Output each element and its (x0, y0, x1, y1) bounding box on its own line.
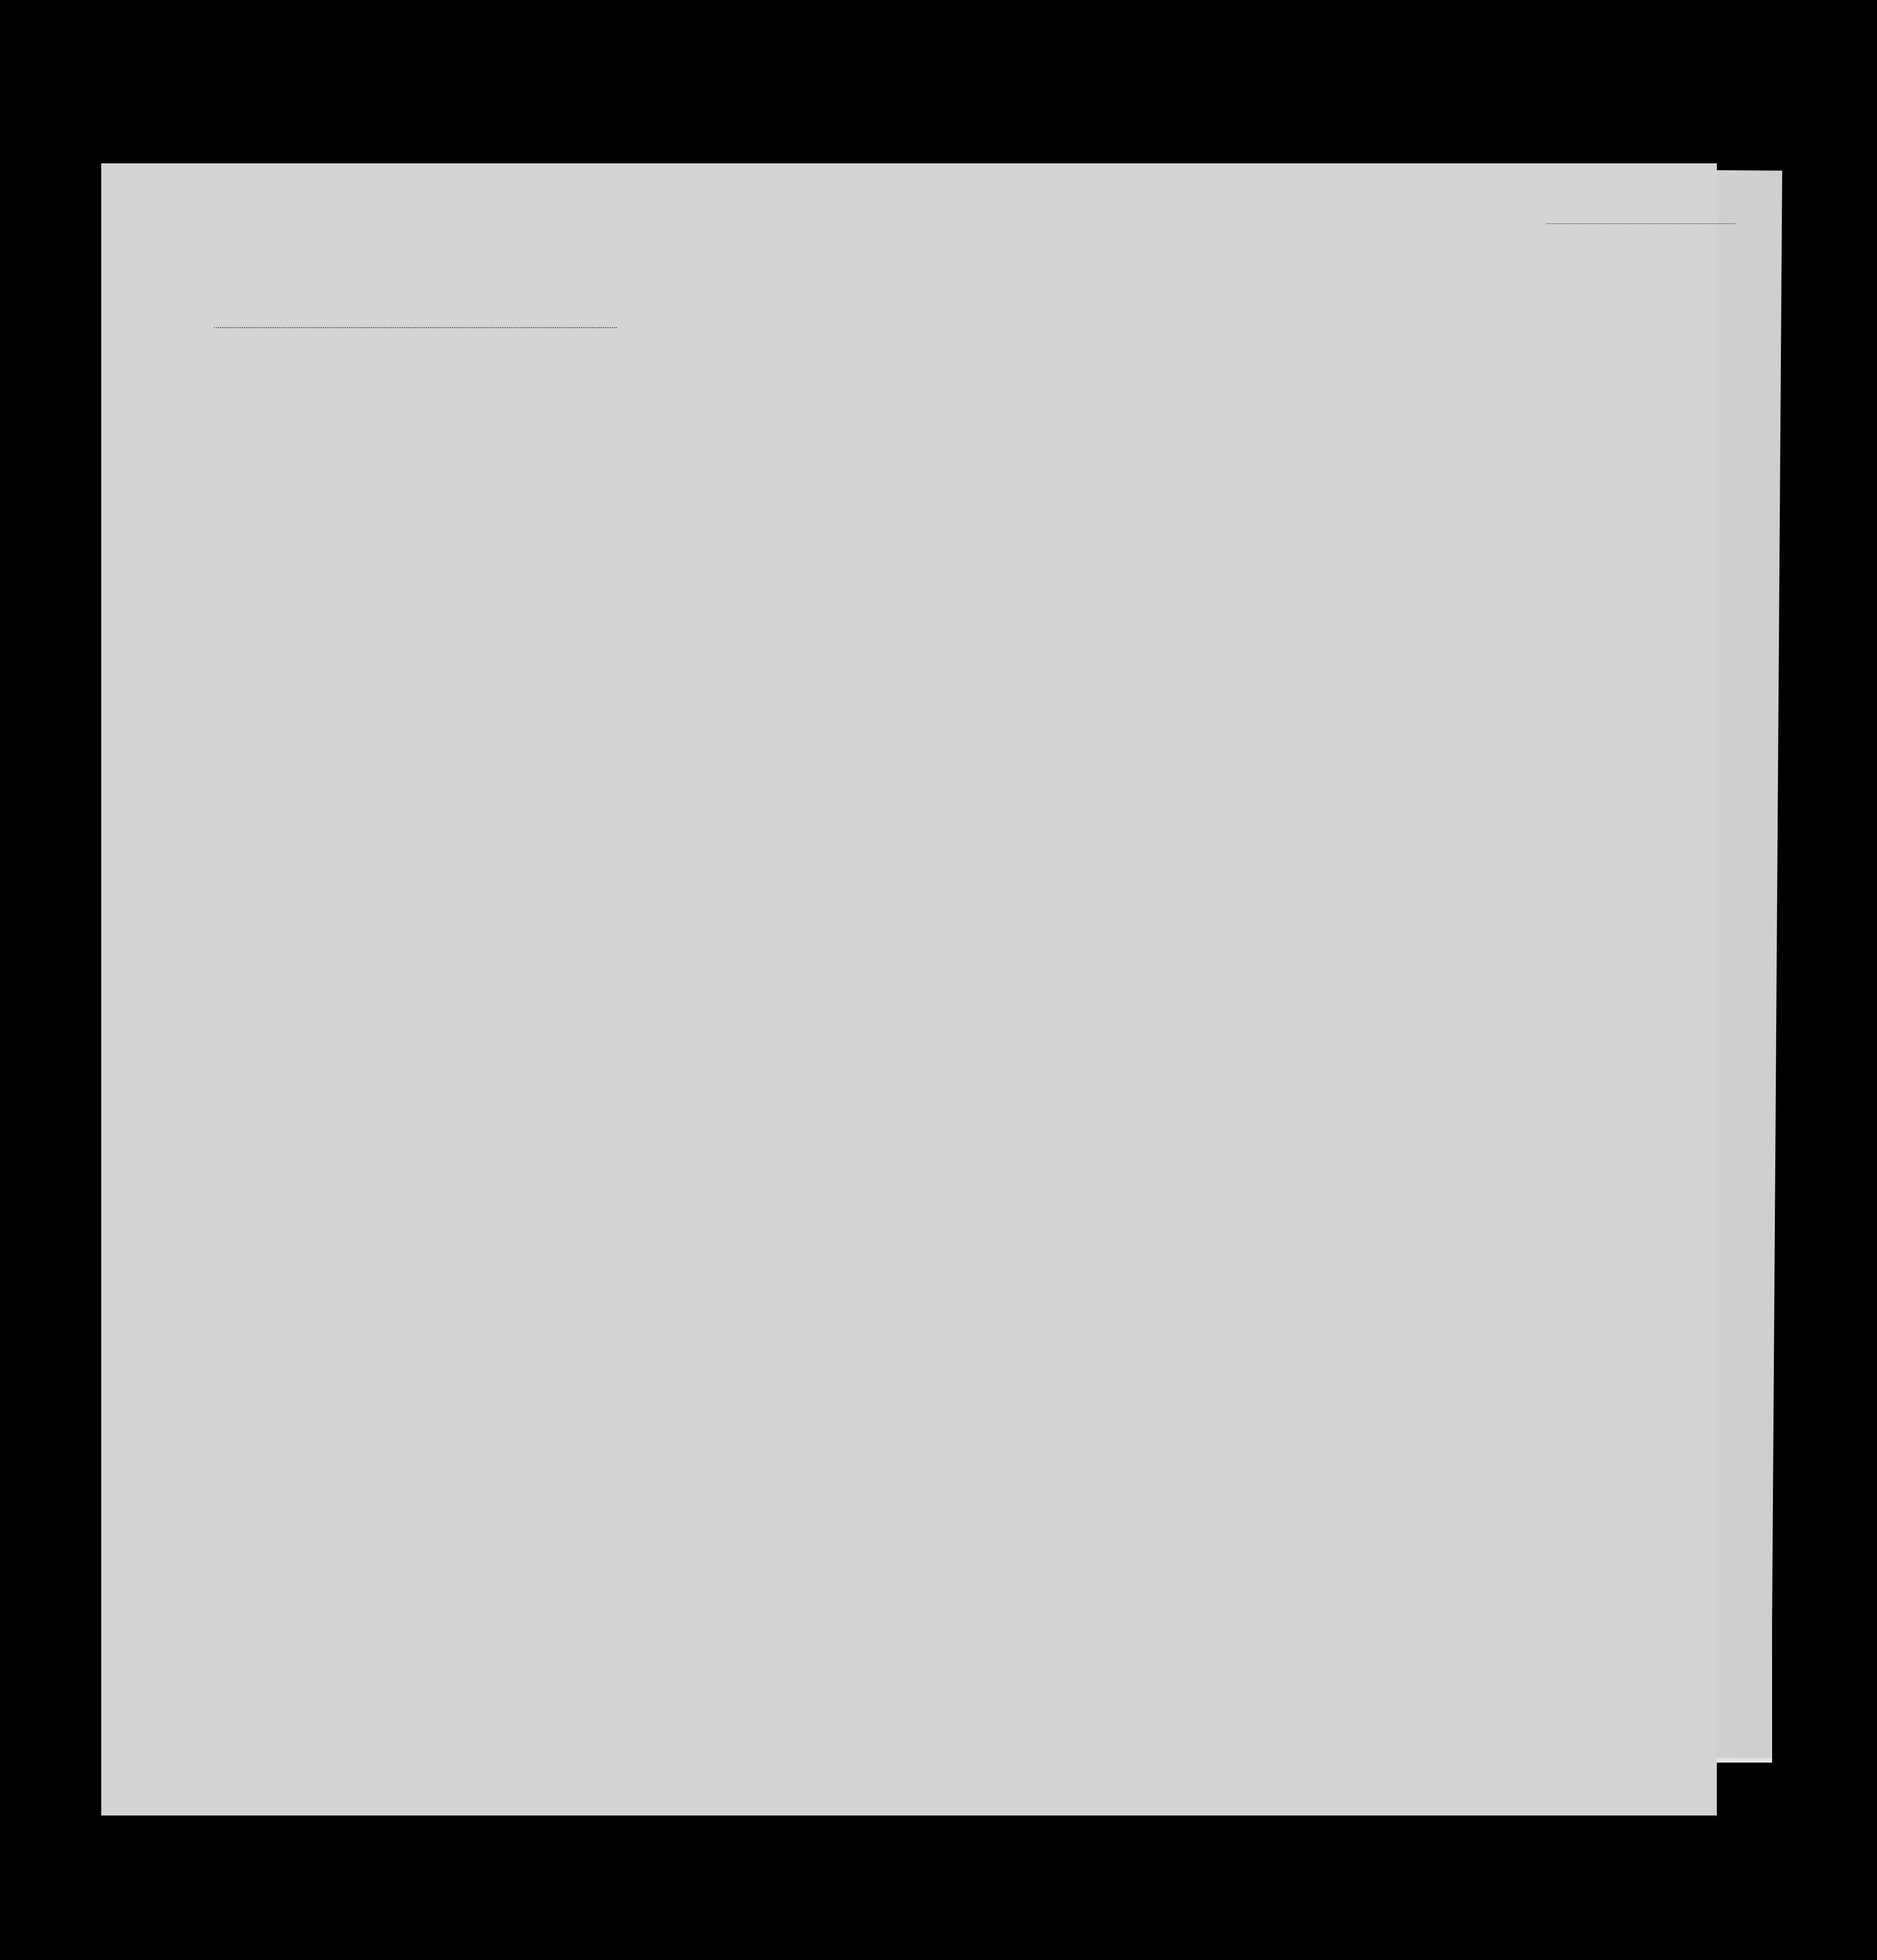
manifest-sheet (101, 163, 1717, 1815)
number-underline (1547, 223, 1735, 224)
ship-name-underline (214, 327, 617, 328)
